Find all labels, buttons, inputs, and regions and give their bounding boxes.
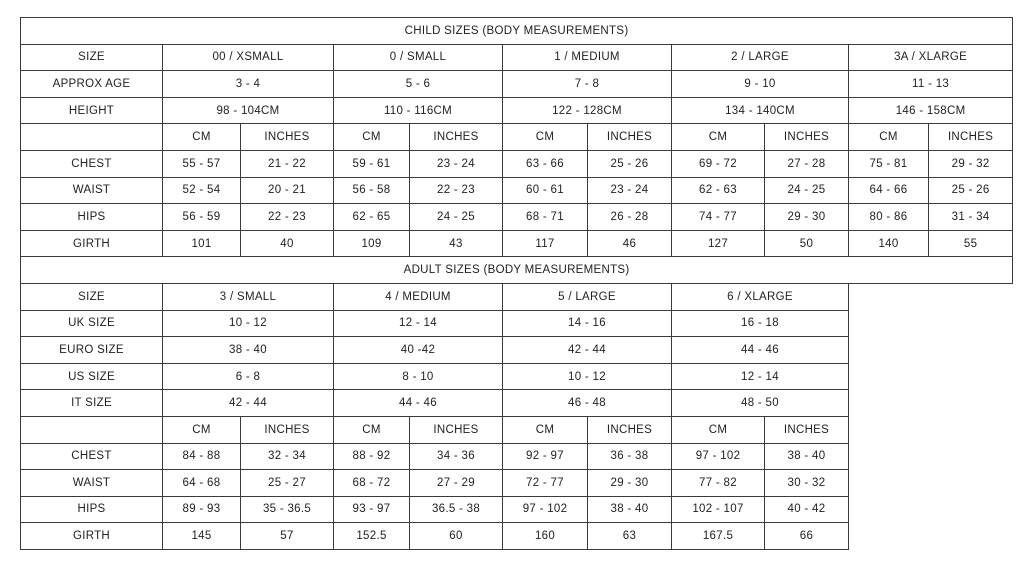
table-cell: 72 - 77 bbox=[503, 470, 588, 497]
table-cell: 101 bbox=[163, 230, 241, 257]
table-cell: 92 - 97 bbox=[503, 443, 588, 470]
row-label: APPROX AGE bbox=[21, 71, 163, 98]
table-cell: 34 - 36 bbox=[410, 443, 503, 470]
table-cell: 63 bbox=[588, 523, 672, 550]
table-cell: 20 - 21 bbox=[241, 177, 334, 204]
table-cell: 62 - 65 bbox=[334, 204, 410, 231]
table-cell: 98 - 104CM bbox=[163, 97, 334, 124]
size-header: 5 / LARGE bbox=[503, 283, 672, 310]
table-cell: 44 - 46 bbox=[672, 337, 849, 364]
table-cell: 64 - 66 bbox=[849, 177, 929, 204]
size-header: 4 / MEDIUM bbox=[334, 283, 503, 310]
row-label: GIRTH bbox=[21, 523, 163, 550]
table-cell: 152.5 bbox=[334, 523, 410, 550]
table-cell: 29 - 30 bbox=[588, 470, 672, 497]
child-title-row bbox=[21, 18, 1013, 45]
table-cell: 160 bbox=[503, 523, 588, 550]
table-cell: 117 bbox=[503, 230, 588, 257]
table-cell: 145 bbox=[163, 523, 241, 550]
table-cell: 110 - 116CM bbox=[334, 97, 503, 124]
table-cell: 7 - 8 bbox=[503, 71, 672, 98]
table-cell: 42 - 44 bbox=[503, 337, 672, 364]
table-cell: 25 - 26 bbox=[588, 150, 672, 177]
table-cell: 29 - 32 bbox=[929, 150, 1013, 177]
unit-header: INCHES bbox=[588, 124, 672, 151]
unit-header: INCHES bbox=[765, 416, 849, 443]
child-age-row bbox=[21, 71, 1013, 98]
table-cell: 40 bbox=[241, 230, 334, 257]
table-cell: 11 - 13 bbox=[849, 71, 1013, 98]
table-cell: 109 bbox=[334, 230, 410, 257]
table-cell: 22 - 23 bbox=[410, 177, 503, 204]
unit-header: CM bbox=[334, 416, 410, 443]
adult-size-row bbox=[21, 283, 1013, 310]
table-cell: 10 - 12 bbox=[503, 363, 672, 390]
table-cell: 84 - 88 bbox=[163, 443, 241, 470]
table-cell: 56 - 58 bbox=[334, 177, 410, 204]
unit-header: CM bbox=[163, 124, 241, 151]
unit-header: INCHES bbox=[410, 124, 503, 151]
table-cell: 40 -42 bbox=[334, 337, 503, 364]
table-cell: 35 - 36.5 bbox=[241, 496, 334, 523]
table-cell: 52 - 54 bbox=[163, 177, 241, 204]
table-cell: 77 - 82 bbox=[672, 470, 765, 497]
table-cell: 88 - 92 bbox=[334, 443, 410, 470]
table-cell: 27 - 29 bbox=[410, 470, 503, 497]
row-label: HIPS bbox=[21, 496, 163, 523]
row-label: EURO SIZE bbox=[21, 337, 163, 364]
table-cell: 21 - 22 bbox=[241, 150, 334, 177]
table-cell: 44 - 46 bbox=[334, 390, 503, 417]
unit-header: CM bbox=[503, 124, 588, 151]
table-cell: 122 - 128CM bbox=[503, 97, 672, 124]
size-header: 1 / MEDIUM bbox=[503, 44, 672, 71]
table-cell: 10 - 12 bbox=[163, 310, 334, 337]
table-cell: 14 - 16 bbox=[503, 310, 672, 337]
row-label: HEIGHT bbox=[21, 97, 163, 124]
table-cell: 68 - 72 bbox=[334, 470, 410, 497]
unit-header: CM bbox=[672, 124, 765, 151]
table-cell: 60 bbox=[410, 523, 503, 550]
table-cell: 43 bbox=[410, 230, 503, 257]
unit-header: INCHES bbox=[929, 124, 1013, 151]
table-cell: 6 - 8 bbox=[163, 363, 334, 390]
row-label: CHEST bbox=[21, 150, 163, 177]
size-header: 3A / XLARGE bbox=[849, 44, 1013, 71]
table-cell: 75 - 81 bbox=[849, 150, 929, 177]
table-cell: 29 - 30 bbox=[765, 204, 849, 231]
table-cell: 80 - 86 bbox=[849, 204, 929, 231]
table-cell: 26 - 28 bbox=[588, 204, 672, 231]
table-cell: 22 - 23 bbox=[241, 204, 334, 231]
table-cell: 36.5 - 38 bbox=[410, 496, 503, 523]
table-cell: 64 - 68 bbox=[163, 470, 241, 497]
unit-header: INCHES bbox=[765, 124, 849, 151]
size-header: 0 / SMALL bbox=[334, 44, 503, 71]
table-cell: 12 - 14 bbox=[672, 363, 849, 390]
table-cell: 74 - 77 bbox=[672, 204, 765, 231]
table-cell: 69 - 72 bbox=[672, 150, 765, 177]
size-header: 00 / XSMALL bbox=[163, 44, 334, 71]
unit-header: CM bbox=[334, 124, 410, 151]
unit-header: INCHES bbox=[410, 416, 503, 443]
table-cell: 23 - 24 bbox=[588, 177, 672, 204]
table-cell: 50 bbox=[765, 230, 849, 257]
table-cell: 89 - 93 bbox=[163, 496, 241, 523]
unit-header: CM bbox=[849, 124, 929, 151]
child-girth-row bbox=[21, 230, 1013, 257]
child-hips-row bbox=[21, 204, 1013, 231]
size-header: 6 / XLARGE bbox=[672, 283, 849, 310]
table-cell: 60 - 61 bbox=[503, 177, 588, 204]
table-cell: 12 - 14 bbox=[334, 310, 503, 337]
table-cell: 38 - 40 bbox=[588, 496, 672, 523]
table-cell: 31 - 34 bbox=[929, 204, 1013, 231]
table-cell: 25 - 26 bbox=[929, 177, 1013, 204]
table-cell: 59 - 61 bbox=[334, 150, 410, 177]
row-label: WAIST bbox=[21, 470, 163, 497]
table-cell: 68 - 71 bbox=[503, 204, 588, 231]
empty-area bbox=[849, 283, 1013, 549]
row-label: GIRTH bbox=[21, 230, 163, 257]
table-cell: 134 - 140CM bbox=[672, 97, 849, 124]
table-cell: 127 bbox=[672, 230, 765, 257]
table-cell: 55 - 57 bbox=[163, 150, 241, 177]
table-cell: 9 - 10 bbox=[672, 71, 849, 98]
child-chest-row bbox=[21, 150, 1013, 177]
unit-header: INCHES bbox=[241, 124, 334, 151]
table-cell: 57 bbox=[241, 523, 334, 550]
table-cell: 16 - 18 bbox=[672, 310, 849, 337]
table-cell: 24 - 25 bbox=[765, 177, 849, 204]
unit-header: CM bbox=[163, 416, 241, 443]
unit-header: INCHES bbox=[588, 416, 672, 443]
table-cell: 42 - 44 bbox=[163, 390, 334, 417]
size-chart bbox=[20, 17, 1012, 550]
child-section-title: CHILD SIZES (BODY MEASUREMENTS) bbox=[21, 18, 1013, 45]
adult-section-title: ADULT SIZES (BODY MEASUREMENTS) bbox=[21, 257, 1013, 284]
unit-header: CM bbox=[503, 416, 588, 443]
table-cell: 48 - 50 bbox=[672, 390, 849, 417]
size-header: 2 / LARGE bbox=[672, 44, 849, 71]
table-cell: 8 - 10 bbox=[334, 363, 503, 390]
table-cell: 25 - 27 bbox=[241, 470, 334, 497]
row-label: HIPS bbox=[21, 204, 163, 231]
table-cell: 102 - 107 bbox=[672, 496, 765, 523]
row-label: SIZE bbox=[21, 283, 163, 310]
table-cell: 24 - 25 bbox=[410, 204, 503, 231]
row-label: UK SIZE bbox=[21, 310, 163, 337]
child-height-row bbox=[21, 97, 1013, 124]
table-cell: 23 - 24 bbox=[410, 150, 503, 177]
child-waist-row bbox=[21, 177, 1013, 204]
table-cell: 140 bbox=[849, 230, 929, 257]
table-cell: 30 - 32 bbox=[765, 470, 849, 497]
table-cell: 38 - 40 bbox=[765, 443, 849, 470]
empty-cell bbox=[21, 124, 163, 151]
unit-header: INCHES bbox=[241, 416, 334, 443]
table-cell: 36 - 38 bbox=[588, 443, 672, 470]
table-cell: 27 - 28 bbox=[765, 150, 849, 177]
table-cell: 46 bbox=[588, 230, 672, 257]
unit-header: CM bbox=[672, 416, 765, 443]
adult-title-row bbox=[21, 257, 1013, 284]
row-label: US SIZE bbox=[21, 363, 163, 390]
table-cell: 5 - 6 bbox=[334, 71, 503, 98]
table-cell: 66 bbox=[765, 523, 849, 550]
table-cell: 93 - 97 bbox=[334, 496, 410, 523]
table-cell: 97 - 102 bbox=[503, 496, 588, 523]
row-label: WAIST bbox=[21, 177, 163, 204]
child-unit-row bbox=[21, 124, 1013, 151]
row-label: CHEST bbox=[21, 443, 163, 470]
table-cell: 46 - 48 bbox=[503, 390, 672, 417]
table-cell: 38 - 40 bbox=[163, 337, 334, 364]
table-cell: 3 - 4 bbox=[163, 71, 334, 98]
table-cell: 63 - 66 bbox=[503, 150, 588, 177]
table-cell: 146 - 158CM bbox=[849, 97, 1013, 124]
table-cell: 55 bbox=[929, 230, 1013, 257]
row-label: IT SIZE bbox=[21, 390, 163, 417]
row-label: SIZE bbox=[21, 44, 163, 71]
table-cell: 56 - 59 bbox=[163, 204, 241, 231]
empty-cell bbox=[21, 416, 163, 443]
table-cell: 40 - 42 bbox=[765, 496, 849, 523]
table-cell: 32 - 34 bbox=[241, 443, 334, 470]
size-chart-table bbox=[20, 17, 1013, 550]
child-size-row bbox=[21, 44, 1013, 71]
table-cell: 62 - 63 bbox=[672, 177, 765, 204]
table-cell: 167.5 bbox=[672, 523, 765, 550]
table-cell: 97 - 102 bbox=[672, 443, 765, 470]
size-header: 3 / SMALL bbox=[163, 283, 334, 310]
